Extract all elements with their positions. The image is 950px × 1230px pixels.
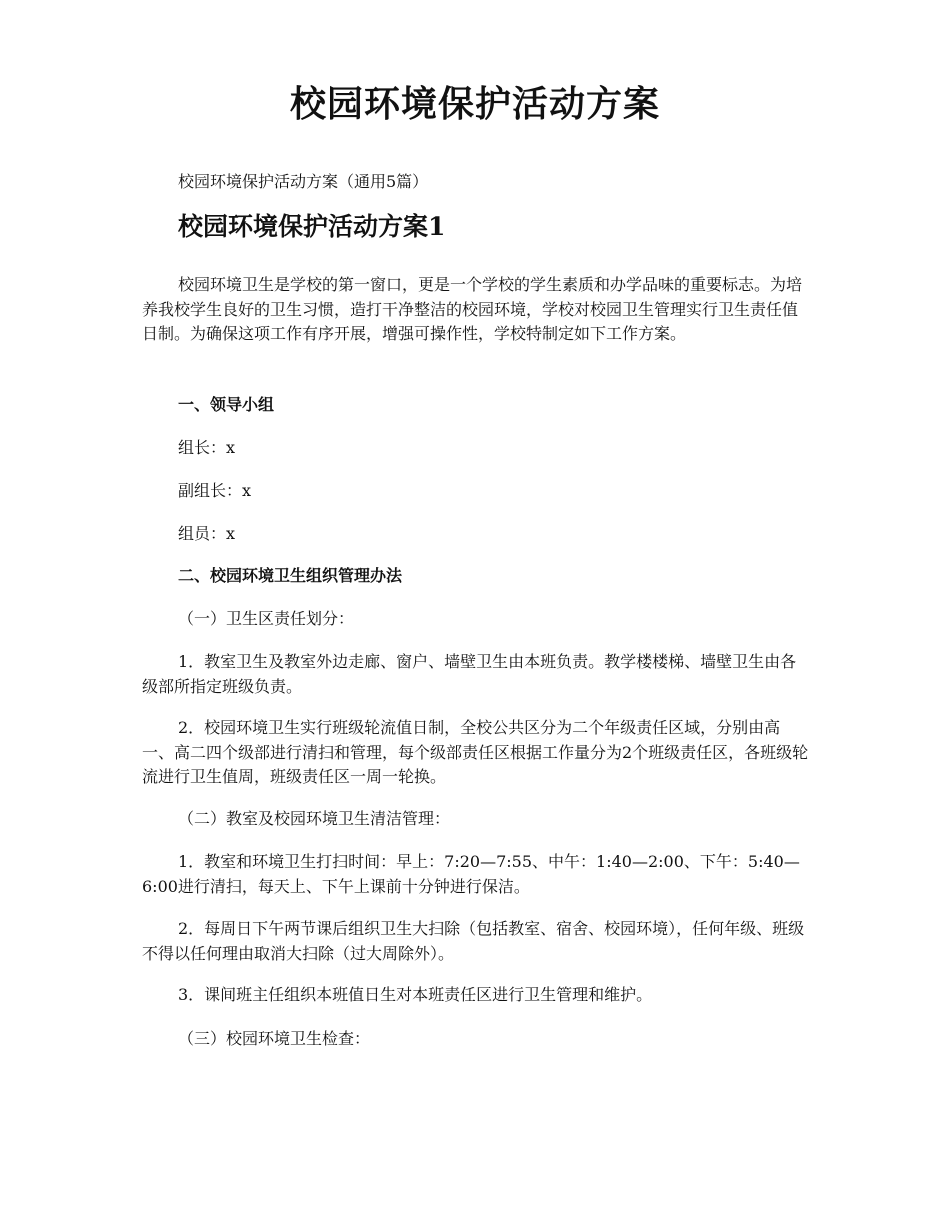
sub2-paragraph-2: 2．每周日下午两节课后组织卫生大扫除（包括教室、宿舍、校园环境），任何年级、班级不得以任何理由取消大扫除（过大周除外）。 [142,919,805,963]
leader-line: 组长：x [178,438,236,457]
subsection2-heading: （二）教室及校园环境卫生清洁管理： [178,809,451,828]
members-line: 组员：x [178,524,236,543]
part1-heading: 一、领导小组 [178,395,275,414]
sub1-paragraph-2: 2．校园环境卫生实行班级轮流值日制，全校公共区分为二个年级责任区域，分别由高一、高二四个级部进行清扫和管理，每个级部责任区根据工作量分为2个班级责任区，各班级轮流进行卫生值周，班级责任区一周一轮换。 [142,718,809,786]
subsection3-heading: （三）校园环境卫生检查： [178,1029,371,1048]
subsection1-heading: （一）卫生区责任划分： [178,609,355,628]
sub1-paragraph-1: 1．教室卫生及教室外边走廊、窗户、墙壁卫生由本班负责。教学楼楼梯、墙壁卫生由各级部所指定班级负责。 [142,652,797,696]
intro-paragraph: 校园环境卫生是学校的第一窗口，更是一个学校的学生素质和办学品味的重要标志。为培养我校学生良好的卫生习惯，造打干净整洁的校园环境，学校对校园卫生管理实行卫生责任值日制。为确保这项工作有序开展，增强可操作性，学校特制定如下工作方案。 [142,275,803,343]
part2-heading: 二、校园环境卫生组织管理办法 [178,566,403,585]
sub2-paragraph-3: 3．课间班主任组织本班值日生对本班责任区进行卫生管理和维护。 [178,985,653,1004]
document-subtitle: 校园环境保护活动方案（通用5篇） [178,172,429,191]
document-title: 校园环境保护活动方案 [289,83,660,125]
section-heading: 校园环境保护活动方案1 [178,212,446,241]
sub2-paragraph-1: 1．教室和环境卫生打扫时间：早上：7:20—7:55、中午：1:40—2:00、下午：5:40—6:00进行清扫，每天上、下午上课前十分钟进行保洁。 [142,852,800,896]
deputy-leader-line: 副组长：x [178,481,252,500]
